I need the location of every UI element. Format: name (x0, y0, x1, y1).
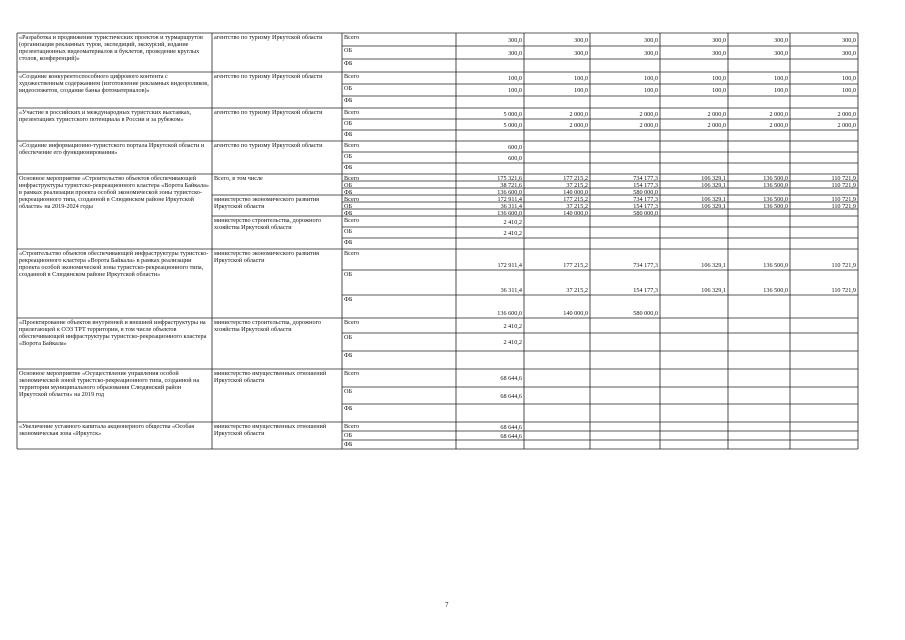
budget-value: 300,0 (644, 49, 658, 57)
budget-value: 100,0 (574, 75, 588, 82)
funding-type-label: Всего (344, 369, 360, 377)
budget-value: 136 500,0 (763, 262, 788, 269)
budget-value: 100,0 (644, 87, 658, 94)
executor-label: министерство имущественных отношений Иркутской области (214, 369, 327, 384)
budget-value: 300,0 (842, 36, 856, 44)
budget-value: 2 000,0 (639, 121, 658, 129)
funding-type-label: ФБ (344, 404, 353, 412)
budget-value: 110 721,9 (831, 262, 856, 269)
funding-type-label: ОБ (344, 387, 353, 395)
budget-value: 300,0 (574, 49, 588, 57)
executor-label: агентство по туризму Иркутской области (214, 33, 323, 41)
budget-value: 2 000,0 (639, 110, 658, 118)
budget-value: 154 177,3 (633, 287, 658, 294)
budget-value: 734 177,3 (633, 262, 658, 269)
budget-value: 2 410,2 (503, 322, 522, 330)
budget-value: 300,0 (712, 49, 726, 57)
budget-value: 734 177,3 (633, 195, 658, 203)
measure-name: Основное мероприятие «Осуществление управления особой экономической зоной туристско-рекреационного типа, созданной на территории муниципального образования Слюдянский район Иркутской области» на 2019 год (19, 369, 200, 399)
budget-value: 36 311,4 (500, 202, 522, 210)
executor-label: министерство экономического развития Иркутской области (214, 249, 320, 264)
budget-value: 172 911,4 (497, 195, 522, 203)
budget-value: 300,0 (508, 36, 522, 44)
budget-value: 177 215,2 (563, 262, 588, 269)
budget-value: 2 000,0 (569, 110, 588, 118)
budget-value: 2 000,0 (769, 121, 788, 129)
executor-label: министерство строительства, дорожного хозяйства Иркутской области (214, 318, 322, 333)
budget-value: 300,0 (842, 49, 856, 57)
budget-value: 136 600,0 (497, 188, 522, 196)
executor-label: министерство строительства, дорожного хозяйства Иркутской области (214, 216, 322, 231)
budget-value: 300,0 (574, 36, 588, 44)
budget-value: 100,0 (774, 87, 788, 94)
funding-type-label: ФБ (344, 440, 353, 448)
budget-value: 136 500,0 (763, 287, 788, 294)
budget-value: 580 000,0 (633, 209, 658, 217)
budget-value: 2 410,2 (503, 229, 522, 237)
funding-type-label: ОБ (344, 431, 353, 439)
budget-value: 2 000,0 (837, 110, 856, 118)
budget-value: 177 215,2 (563, 174, 588, 182)
budget-value: 300,0 (774, 36, 788, 44)
funding-type-label: ФБ (344, 209, 353, 217)
budget-value: 136 500,0 (763, 202, 788, 210)
budget-value: 172 911,4 (497, 262, 522, 269)
funding-type-label: Всего (344, 108, 360, 116)
budget-value: 5 000,0 (503, 121, 522, 129)
budget-value: 106 329,1 (701, 195, 726, 203)
budget-value: 110 721,9 (831, 287, 856, 294)
budget-value: 37 215,2 (566, 202, 588, 210)
budget-value: 106 329,1 (701, 202, 726, 210)
budget-value: 106 329,1 (701, 181, 726, 189)
budget-value: 300,0 (712, 36, 726, 44)
budget-value: 136 600,0 (497, 310, 522, 317)
budget-value: 2 000,0 (569, 121, 588, 129)
funding-type-label: ФБ (344, 295, 353, 303)
measure-name: «Разработка и продвижение туристических проектов и турмаршрутов (организация рекламных туров, экспедиций, экскурсий, издание презентационных видеоматериалов и буклетов, проведение круглых столов, конференций)» (19, 33, 203, 63)
measure-name: «Строительство объектов обеспечивающей инфраструктуры туристско-рекреационного кластера «Ворота Байкала» в рамках реализации проекта особой экономической зоны туристско-рекреационного типа, созданной в Слюдянском районе Иркутской области» (19, 249, 209, 279)
funding-type-label: ОБ (344, 46, 353, 54)
budget-value: 300,0 (774, 49, 788, 57)
budget-value: 68 644,6 (500, 375, 522, 382)
measure-name: «Увеличение уставного капитала акционерного общества «Особая экономическая зона «Иркутск» (19, 422, 195, 437)
budget-value: 100,0 (508, 87, 522, 94)
page-number: 7 (445, 601, 449, 609)
budget-value: 110 721,9 (831, 202, 856, 210)
budget-value: 175 321,6 (497, 174, 522, 182)
budget-value: 136 600,0 (497, 209, 522, 217)
budget-value: 2 410,2 (503, 339, 522, 346)
funding-type-label: Всего (344, 216, 360, 224)
funding-type-label: ОБ (344, 119, 353, 127)
budget-value: 100,0 (712, 75, 726, 82)
budget-value: 154 177,3 (633, 202, 658, 210)
funding-type-label: Всего (344, 33, 360, 41)
budget-value: 100,0 (644, 75, 658, 82)
funding-type-label: Всего (344, 195, 360, 203)
funding-type-label: ОБ (344, 270, 353, 278)
funding-type-label: Всего (344, 141, 360, 149)
funding-type-label: Всего (344, 72, 360, 80)
budget-value: 2 000,0 (707, 110, 726, 118)
budget-value: 177 215,2 (563, 195, 588, 203)
budget-value: 2 410,2 (503, 218, 522, 226)
measure-name: «Создание информационно-туристского портала Иркутской области и обеспечение его функционирования» (19, 141, 205, 156)
budget-value: 136 500,0 (763, 174, 788, 182)
measure-name: «Проектирование объектов внутренней и внешней инфраструктуры на прилегающей к ОЭЗ ТРТ территории, в том числе объектов обеспечивающей инфраструктуры туристско-рекреационного кластера «Ворота Байкала» (19, 318, 207, 348)
funding-type-label: ФБ (344, 351, 353, 359)
executor-label: Всего, в том числе (214, 174, 263, 182)
funding-type-label: ФБ (344, 163, 353, 171)
budget-value: 2 000,0 (707, 121, 726, 129)
budget-value: 37 215,2 (566, 181, 588, 189)
budget-value: 68 644,6 (500, 423, 522, 431)
executor-label: министерство экономического развития Иркутской области (214, 195, 320, 210)
budget-value: 154 177,3 (633, 181, 658, 189)
budget-value: 106 329,1 (701, 262, 726, 269)
budget-value: 136 500,0 (763, 181, 788, 189)
budget-value: 136 500,0 (763, 195, 788, 203)
budget-value: 2 000,0 (769, 110, 788, 118)
budget-value: 140 000,0 (563, 209, 588, 217)
funding-type-label: ФБ (344, 238, 353, 246)
funding-type-label: ФБ (344, 59, 353, 67)
executor-label: министерство имущественных отношений Иркутской области (214, 422, 327, 437)
funding-type-label: Всего (344, 174, 360, 182)
funding-type-label: ОБ (344, 181, 353, 189)
funding-type-label: ОБ (344, 152, 353, 160)
funding-type-label: ФБ (344, 130, 353, 138)
executor-label: агентство по туризму Иркутской области (214, 72, 323, 80)
budget-value: 2 000,0 (837, 121, 856, 129)
budget-value: 100,0 (508, 75, 522, 82)
funding-type-label: ФБ (344, 96, 353, 104)
budget-value: 68 644,6 (500, 392, 522, 400)
budget-value: 110 721,9 (831, 181, 856, 189)
budget-value: 600,0 (508, 154, 522, 162)
budget-value: 68 644,6 (500, 432, 522, 440)
funding-type-label: ФБ (344, 188, 353, 196)
funding-type-label: Всего (344, 318, 360, 326)
budget-value: 300,0 (644, 36, 658, 44)
measure-name: Основное мероприятие «Строительство объектов обеспечивающей инфраструктуры туристско-рекреационного кластера «Ворота Байкала» в рамках реализации проекта особой экономической зоны туристско-рекреационного типа, созданной в Слюдянском районе Иркутской области» на 2019-2024 годы (19, 174, 209, 211)
budget-value: 580 000,0 (633, 188, 658, 196)
funding-type-label: ОБ (344, 202, 353, 210)
measure-name: «Создание конкурентоспособного цифрового контента с художественным содержанием (изготовление рекламных видеороликов, видеосюжетов, создание банка фотоматериалов)» (19, 72, 209, 94)
budget-value: 106 329,1 (701, 174, 726, 182)
budget-value: 734 177,3 (633, 174, 658, 182)
funding-type-label: Всего (344, 249, 360, 257)
funding-type-label: ОБ (344, 227, 353, 235)
budget-value: 100,0 (712, 87, 726, 94)
budget-value: 5 000,0 (503, 110, 522, 118)
budget-value: 36 311,4 (500, 287, 522, 294)
budget-value: 100,0 (774, 75, 788, 82)
measure-name: «Участие в российских и международных туристских выставках, презентациях туристского потенциала в России и за рубежом» (19, 108, 192, 123)
budget-value: 140 000,0 (563, 310, 588, 317)
funding-type-label: ОБ (344, 84, 353, 92)
funding-type-label: ОБ (344, 333, 353, 341)
budget-value: 300,0 (508, 49, 522, 57)
budget-value: 37 215,2 (566, 287, 588, 294)
budget-value: 110 721,9 (831, 174, 856, 182)
budget-value: 600,0 (508, 143, 522, 151)
budget-value: 100,0 (574, 87, 588, 94)
executor-label: агентство по туризму Иркутской области (214, 141, 323, 149)
budget-value: 106 329,1 (701, 287, 726, 294)
budget-value: 580 000,0 (633, 310, 658, 317)
budget-value: 140 000,0 (563, 188, 588, 196)
budget-value: 38 721,6 (500, 181, 522, 189)
budget-value: 100,0 (842, 87, 856, 94)
budget-value: 100,0 (842, 75, 856, 82)
funding-type-label: Всего (344, 422, 360, 430)
executor-label: агентство по туризму Иркутской области (214, 108, 323, 116)
budget-value: 110 721,9 (831, 195, 856, 203)
